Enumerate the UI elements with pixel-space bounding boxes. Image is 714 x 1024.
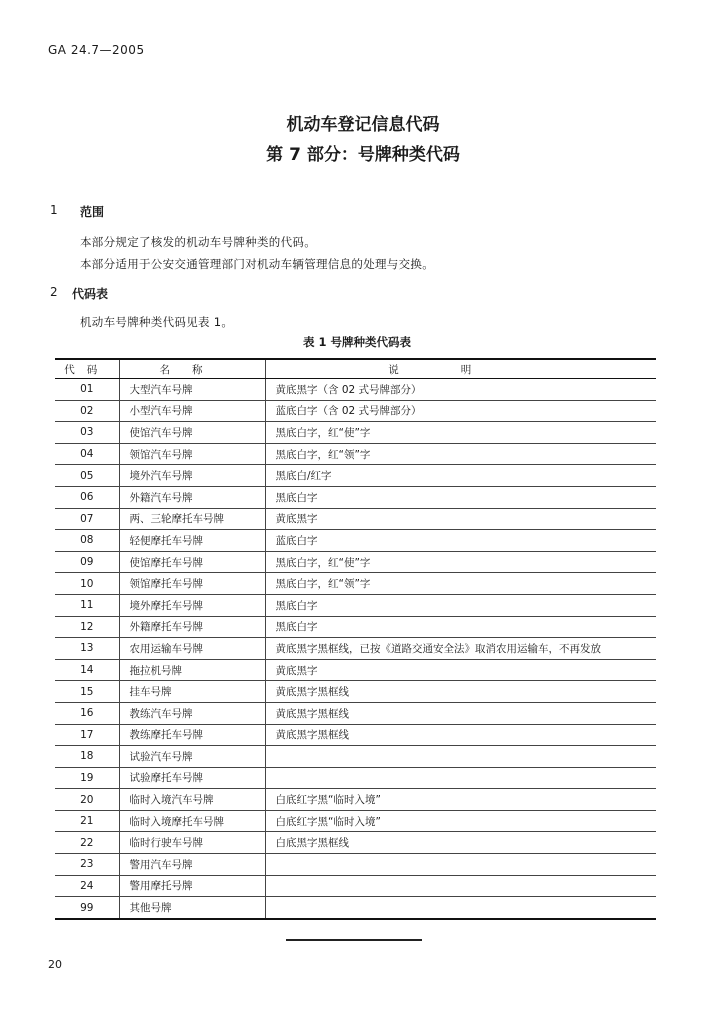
table-row	[55, 789, 656, 811]
row-name: 警用汽车号牌	[119, 854, 265, 876]
row-description: 黑底白字	[265, 594, 656, 616]
standard-code: GA 24.7—2005	[48, 43, 145, 57]
row-name: 临时入境汽车号牌	[119, 789, 265, 811]
row-description: 黑底白字，红“使”字	[265, 551, 656, 573]
row-description: 黑底白字，红“领”字	[265, 443, 656, 465]
row-description: 黄底黑字黑框线	[265, 724, 656, 746]
header-name: 名称	[119, 359, 265, 379]
row-code: 17	[55, 724, 119, 746]
row-description: 黄底黑字	[265, 508, 656, 530]
table-row	[55, 681, 656, 703]
row-name: 其他号牌	[119, 897, 265, 919]
row-code: 03	[55, 422, 119, 444]
row-description: 蓝底白字	[265, 530, 656, 552]
header-description: 说明	[265, 359, 656, 379]
section-1-paragraph-2: 本部分适用于公安交通管理部门对机动车辆管理信息的处理与交换。	[80, 257, 434, 271]
table-row	[55, 659, 656, 681]
row-code: 18	[55, 746, 119, 768]
row-code: 23	[55, 854, 119, 876]
row-name: 挂车号牌	[119, 681, 265, 703]
row-name: 外籍摩托车号牌	[119, 616, 265, 638]
table-row	[55, 832, 656, 854]
row-code: 11	[55, 594, 119, 616]
row-description: 黄底黑字	[265, 659, 656, 681]
row-description	[265, 875, 656, 897]
row-code: 13	[55, 638, 119, 660]
table-row	[55, 573, 656, 595]
section-1-heading: 范围	[80, 205, 105, 219]
table-row	[55, 616, 656, 638]
table-row	[55, 486, 656, 508]
row-description	[265, 746, 656, 768]
table-row	[55, 400, 656, 422]
table-row	[55, 854, 656, 876]
row-code: 99	[55, 897, 119, 919]
row-description: 黑底白字，红“领”字	[265, 573, 656, 595]
row-description: 黑底白字	[265, 486, 656, 508]
row-name: 境外摩托车号牌	[119, 594, 265, 616]
table-row	[55, 465, 656, 487]
row-name: 试验汽车号牌	[119, 746, 265, 768]
table-row	[55, 530, 656, 552]
row-code: 21	[55, 810, 119, 832]
row-name: 使馆汽车号牌	[119, 422, 265, 444]
table-row	[55, 724, 656, 746]
table-row	[55, 746, 656, 768]
row-description: 黄底黑字黑框线	[265, 702, 656, 724]
table-row	[55, 767, 656, 789]
row-description: 黑底白/红字	[265, 465, 656, 487]
row-name: 教练汽车号牌	[119, 702, 265, 724]
row-code: 04	[55, 443, 119, 465]
row-name: 临时入境摩托车号牌	[119, 810, 265, 832]
row-name: 教练摩托车号牌	[119, 724, 265, 746]
table-row	[55, 422, 656, 444]
section-1-paragraph-1: 本部分规定了核发的机动车号牌种类的代码。	[80, 235, 316, 249]
section-2-paragraph-1: 机动车号牌种类代码见表 1。	[80, 315, 234, 329]
row-code: 06	[55, 486, 119, 508]
row-name: 领馆摩托车号牌	[119, 573, 265, 595]
row-name: 使馆摩托车号牌	[119, 551, 265, 573]
row-code: 14	[55, 659, 119, 681]
row-description	[265, 854, 656, 876]
table-row	[55, 379, 656, 401]
row-description	[265, 767, 656, 789]
table-row	[55, 897, 656, 919]
section-2-number: 2	[50, 285, 58, 299]
row-code: 12	[55, 616, 119, 638]
row-description: 黄底黑字黑框线，已按《道路交通安全法》取消农用运输车，不再发放	[265, 638, 656, 660]
row-name: 轻便摩托车号牌	[119, 530, 265, 552]
row-code: 02	[55, 400, 119, 422]
row-name: 临时行驶车号牌	[119, 832, 265, 854]
row-name: 农用运输车号牌	[119, 638, 265, 660]
row-name: 领馆汽车号牌	[119, 443, 265, 465]
document-title: 机动车登记信息代码	[286, 115, 440, 135]
table-row	[55, 594, 656, 616]
row-code: 22	[55, 832, 119, 854]
row-code: 19	[55, 767, 119, 789]
row-name: 大型汽车号牌	[119, 379, 265, 401]
plate-type-code-table	[55, 358, 656, 920]
row-code: 07	[55, 508, 119, 530]
row-name: 试验摩托车号牌	[119, 767, 265, 789]
row-name: 境外汽车号牌	[119, 465, 265, 487]
row-code: 08	[55, 530, 119, 552]
table-row	[55, 638, 656, 660]
document-subtitle: 第 7 部分：号牌种类代码	[266, 145, 460, 165]
row-description: 白底红字黑“临时入境”	[265, 810, 656, 832]
table-row	[55, 551, 656, 573]
row-name: 外籍汽车号牌	[119, 486, 265, 508]
row-name: 两、三轮摩托车号牌	[119, 508, 265, 530]
table-row	[55, 810, 656, 832]
row-code: 10	[55, 573, 119, 595]
row-description: 白底红字黑“临时入境”	[265, 789, 656, 811]
row-name: 拖拉机号牌	[119, 659, 265, 681]
page-number: 20	[48, 958, 62, 971]
row-description: 黄底黑字（含 02 式号牌部分）	[265, 379, 656, 401]
table-header-row	[55, 359, 656, 379]
section-1-number: 1	[50, 203, 58, 217]
footer-rule	[286, 939, 422, 941]
header-code: 代码	[55, 359, 119, 379]
row-description	[265, 897, 656, 919]
row-code: 09	[55, 551, 119, 573]
table-row	[55, 443, 656, 465]
row-code: 05	[55, 465, 119, 487]
row-name: 小型汽车号牌	[119, 400, 265, 422]
row-code: 20	[55, 789, 119, 811]
table-caption: 表 1 号牌种类代码表	[302, 335, 411, 349]
table-row	[55, 702, 656, 724]
row-name: 警用摩托号牌	[119, 875, 265, 897]
table-row	[55, 875, 656, 897]
section-2-heading: 代码表	[72, 287, 109, 301]
row-description: 白底黑字黑框线	[265, 832, 656, 854]
table-row	[55, 508, 656, 530]
row-description: 黄底黑字黑框线	[265, 681, 656, 703]
row-code: 24	[55, 875, 119, 897]
row-description: 蓝底白字（含 02 式号牌部分）	[265, 400, 656, 422]
row-description: 黑底白字	[265, 616, 656, 638]
row-code: 16	[55, 702, 119, 724]
row-code: 01	[55, 379, 119, 401]
row-code: 15	[55, 681, 119, 703]
table-body	[55, 379, 656, 919]
row-description: 黑底白字，红“使”字	[265, 422, 656, 444]
